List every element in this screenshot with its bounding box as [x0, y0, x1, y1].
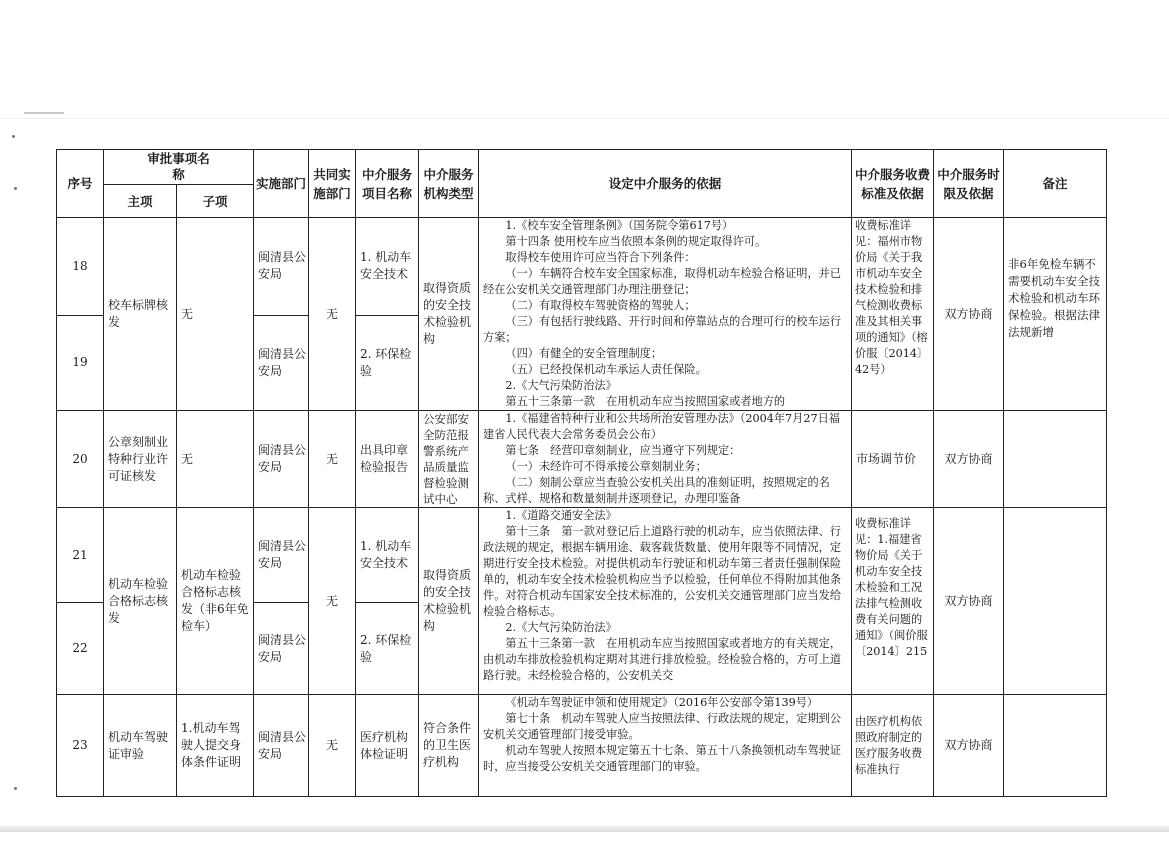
row-seq: 22: [57, 603, 104, 695]
header-dept: 实施部门: [254, 150, 309, 218]
dept: 闽清县公安局: [254, 695, 309, 797]
sub-item: 无: [177, 218, 254, 411]
main-item: 校车标牌核发: [104, 218, 177, 411]
basis-line: （四）有健全的安全管理制度；: [505, 347, 663, 360]
table-row: [57, 218, 1107, 316]
sub-item: 机动车检验合格标志核发（非6年免检车）: [177, 508, 254, 695]
basis-cell: [479, 508, 852, 695]
basis-line: （五）已经投保机动车承运人责任保险。: [505, 363, 707, 376]
basis-line: （二）刻制公章应当查验公安机关出具的准刻证明，按照规定的名称、式样、规格和数量刻制并逐项登记，办理印鉴备: [483, 476, 830, 505]
basis-line: 第五十三条第一款 在用机动车应当按照国家或者地方的有关规定，由机动车排放检验机构定期对其进行排放检验。经检验合格的，方可上道路行驶。未经检验合格的，公安机关交: [483, 637, 842, 682]
table-row: [57, 508, 1107, 603]
header-basis: 设定中介服务的依据: [479, 150, 852, 218]
header-fee: 中介服务收费标准及依据: [852, 150, 934, 218]
org-type: 取得资质的安全技术检验机构: [419, 218, 479, 411]
row-seq: 18: [57, 218, 104, 316]
scan-artifact-edge: [0, 826, 1169, 832]
fee-cell: 由医疗机构依照政府制定的医疗服务收费标准执行: [852, 695, 934, 797]
fee-cell: 市场调节价: [852, 411, 934, 508]
service-name: 医疗机构体检证明: [356, 695, 419, 797]
remark-cell: [1004, 695, 1107, 797]
joint-dept: 无: [309, 508, 356, 695]
header-org-type: 中介服务机构类型: [419, 150, 479, 218]
basis-line: 第五十三条第一款 在用机动车应当按照国家或者地方的: [505, 395, 786, 408]
fee-cell: 收费标准详见：1.福建省物价局《关于机动车安全技术检验和工况法排气检测收费有关问题的通知》（闽价服〔2014〕215: [852, 508, 934, 695]
dept: 闽清县公安局: [254, 411, 309, 508]
row-seq: 20: [57, 411, 104, 508]
dept: 闽清县公安局: [254, 218, 309, 316]
basis-line: 1.《道路交通安全法》: [505, 509, 617, 522]
main-item: 机动车驾驶证审验: [104, 695, 177, 797]
remark-cell: [1004, 508, 1107, 695]
basis-line: 《机动车驾驶证申领和使用规定》（2016年公安部令第139号）: [505, 696, 819, 709]
time-limit: 双方协商: [934, 695, 1004, 797]
basis-line: 1.《校车安全管理条例》（国务院令第617号）: [505, 219, 734, 232]
header-joint-dept: 共同实施部门: [309, 150, 356, 218]
main-item: 公章刻制业特种行业许可证核发: [104, 411, 177, 508]
remark-cell: [1004, 411, 1107, 508]
scan-artifact-line: [24, 112, 64, 114]
header-seq: 序号: [57, 150, 104, 218]
header-time-limit: 中介服务时限及依据: [934, 150, 1004, 218]
header-service-name: 中介服务项目名称: [356, 150, 419, 218]
scan-artifact-dot: [14, 787, 17, 790]
basis-line: （三）有包括行驶线路、开行时间和停靠站点的合理可行的校车运行方案；: [483, 315, 842, 344]
sub-item: 无: [177, 411, 254, 508]
time-limit: 双方协商: [934, 508, 1004, 695]
basis-line: 2.《大气污染防治法》: [505, 621, 617, 634]
org-type: 取得资质的安全技术检验机构: [419, 508, 479, 695]
basis-line: 第十四条 使用校车应当依照本条例的规定取得许可。: [505, 235, 767, 248]
time-limit: 双方协商: [934, 411, 1004, 508]
scan-artifact-line: [0, 118, 1169, 119]
service-name: 1. 机动车安全技术: [356, 218, 419, 316]
fee-cell: 收费标准详见：福州市物价局《关于我市机动车安全技术检验和排气检测收费标准及其相关事项的通知》（榕价服〔2014〕42号）: [852, 218, 934, 411]
basis-cell: [479, 218, 852, 411]
basis-line: 机动车驾驶人按照本规定第五十七条、第五十八条换领机动车驾驶证时，应当接受公安机关交通管理部门的审验。: [483, 744, 842, 773]
basis-line: 取得校车使用许可应当符合下列条件：: [505, 251, 696, 264]
dept: 闽清县公安局: [254, 315, 309, 410]
scan-artifact-dot: [14, 187, 17, 190]
basis-line: （二）有取得校车驾驶资格的驾驶人；: [505, 299, 696, 312]
basis-line: 1.《福建省特种行业和公共场所治安管理办法》（2004年7月27日福建省人民代表大会常务委员会公布）: [483, 412, 840, 441]
table-row: [57, 695, 1107, 797]
time-limit: 双方协商: [934, 218, 1004, 411]
service-name: 2. 环保检验: [356, 603, 419, 695]
sub-item: 1.机动车驾驶人提交身体条件证明: [177, 695, 254, 797]
joint-dept: 无: [309, 411, 356, 508]
org-type: 公安部安全防范报警系统产品质量监督检验测试中心: [419, 411, 479, 508]
basis-line: 2.《大气污染防治法》: [505, 379, 617, 392]
dept: 闽清县公安局: [254, 603, 309, 695]
basis-line: 第七十条 机动车驾驶人应当按照法律、行政法规的规定，定期到公安机关交通管理部门接受审验。: [483, 712, 842, 741]
main-item: 机动车检验合格标志核发: [104, 508, 177, 695]
basis-line: （一）未经许可不得承接公章刻制业务；: [505, 460, 707, 473]
header-sub-item: 子项: [177, 185, 254, 218]
scan-artifact-dot: [12, 135, 15, 138]
dept: 闽清县公安局: [254, 508, 309, 603]
header-approval-item-text: 审批事项名称: [147, 151, 210, 182]
row-seq: 19: [57, 315, 104, 410]
header-remark: 备注: [1004, 150, 1107, 218]
row-seq: 21: [57, 508, 104, 603]
basis-line: 第七条 经营印章刻制业，应当遵守下列规定：: [505, 444, 741, 457]
header-main-item: 主项: [104, 185, 177, 218]
org-type: 符合条件的卫生医疗机构: [419, 695, 479, 797]
basis-cell: [479, 695, 852, 797]
joint-dept: 无: [309, 218, 356, 411]
service-name: 出具印章检验报告: [356, 411, 419, 508]
basis-cell: [479, 411, 852, 508]
table-row: [57, 411, 1107, 508]
header-approval-item: [104, 150, 254, 185]
intermediary-service-table: [56, 149, 1107, 797]
service-name: 2. 环保检验: [356, 315, 419, 410]
basis-line: 第十三条 第一款对登记后上道路行驶的机动车，应当依照法律、行政法规的规定，根据车辆用途、载客载货数量、使用年限等不同情况，定期进行安全技术检验。对提供机动车行驶证和机动车第三者责任强制保险单的，机动车安全技术检验机构应当予以检验，任何单位不得附加其他条件。对符合机动车国家安全技术标准的，公安机关交通管理部门应当发给检验合格标志。: [483, 525, 842, 618]
remark-cell: 非6年免检车辆不需要机动车安全技术检验和机动车环保检验。根据法律法规新增: [1004, 218, 1107, 411]
service-name: 1. 机动车安全技术: [356, 508, 419, 603]
row-seq: 23: [57, 695, 104, 797]
joint-dept: 无: [309, 695, 356, 797]
basis-line: （一）车辆符合校车安全国家标准，取得机动车检验合格证明，并已经在公安机关交通管理部门办理注册登记；: [483, 267, 842, 296]
